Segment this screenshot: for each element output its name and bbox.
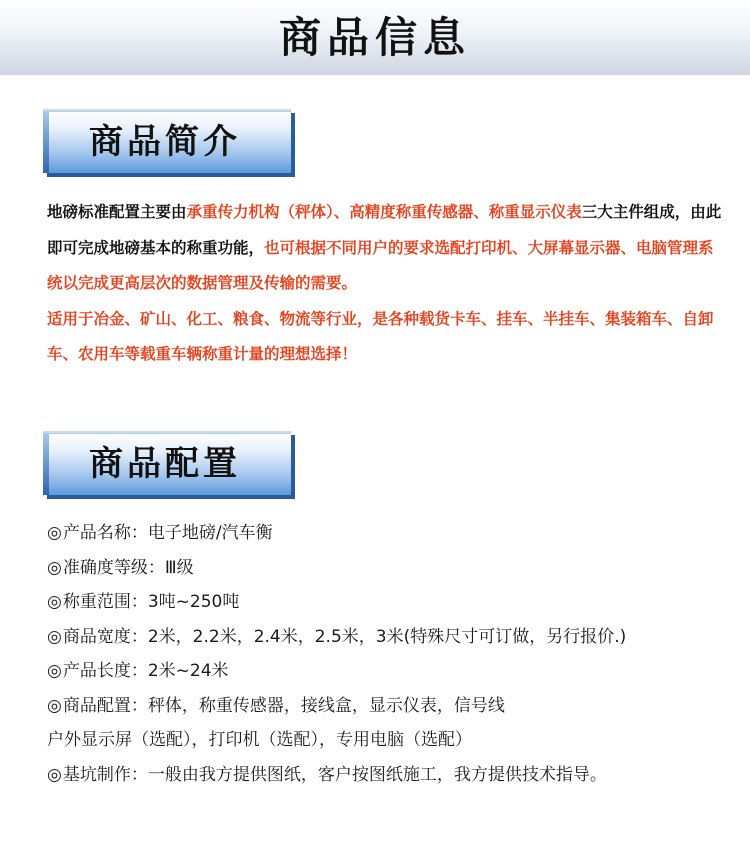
section-header-config — [43, 431, 291, 495]
intro-highlight-options: 也可根据不同用户的要求选配打印机、大屏幕显示器、电脑管理系统以完成更高层次的数据管理及传输的需要。 — [47, 238, 714, 292]
spec-text: 基坑制作：一般由我方提供图纸，客户按图纸施工，我方提供技术指导。 — [62, 764, 607, 785]
intro-text — [47, 195, 727, 373]
page-title: 商品信息 — [278, 13, 471, 62]
intro-paragraph-1 — [47, 195, 727, 302]
header-tab-decoration — [43, 433, 49, 495]
spec-item-width — [47, 620, 747, 655]
bullet-icon: ◎ — [47, 523, 62, 543]
bullet-icon: ◎ — [47, 557, 62, 578]
intro-text-part: 地磅标准配置主要由 — [47, 203, 187, 221]
spec-list — [47, 516, 747, 792]
spec-item-foundation — [47, 758, 747, 793]
spec-text: 商品宽度：2米，2.2米，2.4米，2.5米，3米(特殊尺寸可订做，另行报价.) — [62, 626, 627, 647]
intro-text-part: 三大主件组成，由此即可完成地磅基本的称重功能， — [47, 203, 722, 257]
section-title-intro: 商品简介 — [89, 122, 241, 162]
spec-item-accuracy — [47, 551, 747, 586]
spec-text: 准确度等级：Ⅲ级 — [62, 557, 194, 578]
bullet-icon: ◎ — [47, 695, 62, 716]
spec-item-product-name — [47, 516, 747, 551]
bullet-icon: ◎ — [47, 626, 62, 647]
spec-text: 产品名称：电子地磅/汽车衡 — [62, 523, 273, 543]
spec-text: 产品长度：2米~24米 — [62, 661, 229, 681]
bullet-icon: ◎ — [47, 592, 62, 612]
bullet-icon: ◎ — [47, 764, 62, 785]
spec-item-optional-extras: 户外显示屏（选配），打印机（选配），专用电脑（选配） — [47, 730, 472, 750]
spec-item-configuration — [47, 689, 747, 724]
header-tab-decoration — [43, 111, 49, 173]
spec-text: 称重范围：3吨~250吨 — [62, 592, 240, 612]
spec-item-range — [47, 585, 747, 620]
spec-text: 商品配置：秤体，称重传感器，接线盒，显示仪表，信号线 — [62, 695, 505, 716]
bullet-icon: ◎ — [47, 661, 62, 681]
intro-paragraph-2: 适用于冶金、矿山、化工、粮食、物流等行业，是各种载货卡车、挂车、半挂车、集装箱车、自卸车、农用车等载重车辆称重计量的理想选择！ — [47, 309, 714, 363]
intro-highlight-components: 承重传力机构（秤体）、高精度称重传感器、称重显示仪表 — [186, 203, 582, 221]
section-title-config: 商品配置 — [89, 444, 241, 484]
section-header-intro — [43, 109, 291, 173]
spec-item-length — [47, 654, 747, 689]
